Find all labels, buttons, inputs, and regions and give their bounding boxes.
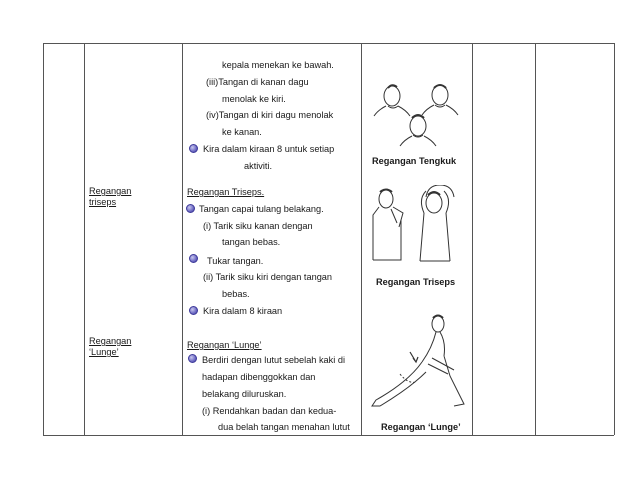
- triceps-text-line5: (ii) Tarik siku kiri dengan tangan: [203, 272, 333, 282]
- lunge-text-line4: (i) Rendahkan badan dan kedua-: [202, 406, 337, 416]
- lunge-label-line1: Regangan: [89, 336, 132, 346]
- bullet-icon: [189, 254, 198, 263]
- caption-neck: Regangan Tengkuk: [372, 156, 457, 166]
- neck-text-line7: aktiviti.: [244, 161, 273, 171]
- bullet-icon: [189, 306, 198, 315]
- triceps-text-line3: tangan bebas.: [222, 237, 281, 247]
- table-border-bottom: [43, 435, 614, 436]
- triceps-heading: Regangan Triseps.: [187, 187, 265, 197]
- table-divider-2: [182, 43, 183, 435]
- table-divider-1: [84, 43, 85, 435]
- neck-text-line4: (iv)Tangan di kiri dagu menolak: [206, 110, 334, 120]
- caption-lunge: Regangan ‘Lunge’: [381, 422, 461, 432]
- neck-text-line1: kepala menekan ke bawah.: [222, 60, 334, 70]
- triceps-text-line1: Tangan capai tulang belakang.: [199, 204, 324, 214]
- triseps-label-line1: Regangan: [89, 186, 132, 196]
- table-border-right: [614, 43, 615, 435]
- table-border-top: [43, 43, 614, 44]
- caption-triceps: Regangan Triseps: [376, 277, 456, 287]
- lunge-stretch-illustration: [370, 312, 470, 412]
- bullet-icon: [189, 144, 198, 153]
- table-divider-4: [472, 43, 473, 435]
- table-divider-3: [361, 43, 362, 435]
- table-divider-5: [535, 43, 536, 435]
- table-border-left: [43, 43, 44, 435]
- triceps-text-line4: Tukar tangan.: [207, 256, 264, 266]
- lunge-text-line5: dua belah tangan menahan lutut: [218, 422, 350, 432]
- lunge-text-line3: belakang diluruskan.: [202, 389, 287, 399]
- lunge-heading: Regangan ‘Lunge’: [187, 340, 262, 350]
- bullet-icon: [186, 204, 195, 213]
- neck-text-line5: ke kanan.: [222, 127, 262, 137]
- triceps-text-line2: (i) Tarik siku kanan dengan: [203, 221, 313, 231]
- bullet-icon: [188, 354, 197, 363]
- triceps-text-line7: Kira dalam 8 kiraan: [203, 306, 283, 316]
- neck-text-line2: (iii)Tangan di kanan dagu: [206, 77, 309, 87]
- triceps-text-line6: bebas.: [222, 289, 250, 299]
- neck-stretch-illustration: [368, 80, 468, 150]
- lunge-label-line2: ‘Lunge’: [89, 347, 119, 357]
- lunge-text-line1: Berdiri dengan lutut sebelah kaki di: [202, 355, 346, 365]
- neck-text-line6: Kira dalam kiraan 8 untuk setiap: [203, 144, 335, 154]
- triseps-label-line2: triseps: [89, 197, 117, 207]
- lunge-text-line2: hadapan dibenggokkan dan: [202, 372, 316, 382]
- neck-text-line3: menolak ke kiri.: [222, 94, 286, 104]
- triceps-stretch-illustration: [366, 185, 466, 265]
